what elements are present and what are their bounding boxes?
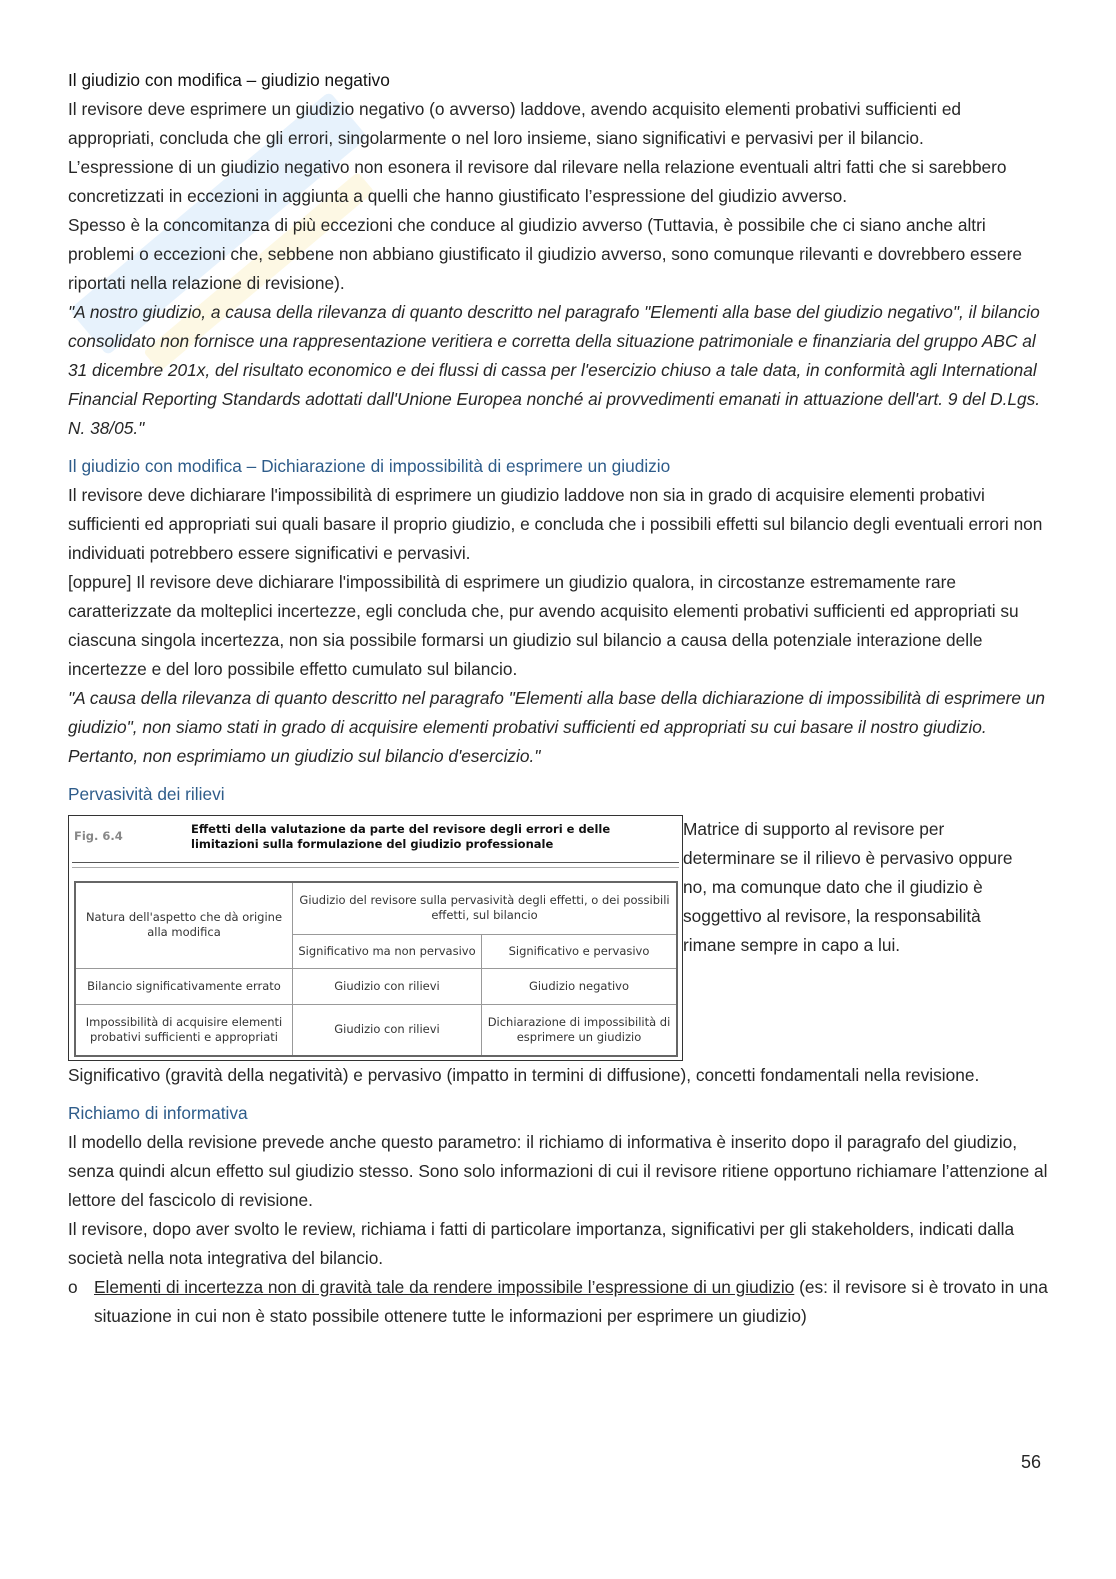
bullet-text: [94, 1273, 1048, 1331]
table-header-col-b: Significativo e pervasivo: [482, 934, 678, 968]
table-header-col-a: Significativo ma non pervasivo: [293, 934, 482, 968]
table-cell: Dichiarazione di impossibilità di esprimere un giudizio: [482, 1004, 678, 1056]
table-header-nature: Natura dell'aspetto che dà origine alla modifica: [75, 882, 293, 968]
table-header-group: Giudizio del revisore sulla pervasività degli effetti, o dei possibili effetti, sul bilancio: [293, 882, 678, 934]
heading-pervasivita: Pervasività dei rilievi: [68, 784, 225, 804]
heading-richiamo: Richiamo di informativa: [68, 1103, 248, 1123]
paragraph: Il revisore deve esprimere un giudizio negativo (o avverso) laddove, avendo acquisito elementi probativi sufficienti ed appropriati, concluda che gli errori, singolarmente o nel loro insieme, siano significativi e pervasivi per il bilancio.: [68, 99, 962, 148]
table-cell: Giudizio negativo: [482, 968, 678, 1004]
figure-number: Fig. 6.4: [74, 829, 123, 843]
quote-paragraph: "A nostro giudizio, a causa della rilevanza di quanto descritto nel paragrafo "Elementi alla base del giudizio negativo", il bilancio consolidato non fornisce una rappresentazione veritiera e corretta della situazione patrimoniale e finanziaria del gruppo ABC al 31 dicembre 201x, del risultato economico e dei flussi di cassa per l'esercizio chiuso a tale data, in conformità agli International Financial Reporting Standards adottati dall'Unione Europea nonché ai provvedimenti emanati in attuazione dell'art. 9 del D.Lgs. N. 38/05.": [68, 302, 1041, 438]
paragraph: Il revisore deve dichiarare l'impossibilità di esprimere un giudizio laddove non sia in grado di acquisire elementi probativi sufficienti ed appropriati sui quali basare il proprio giudizio, e concluda che i possibili effetti sul bilancio degli eventuali errori non individuati potrebbero essere significativi e pervasivi.: [68, 485, 1043, 563]
paragraph: L’espressione di un giudizio negativo non esonera il revisore dal rilevare nella relazione eventuali altri fatti che si sarebbero concretizzati in eccezioni in aggiunta a quelli che hanno giustificato l’espressione del giudizio avverso.: [68, 157, 1007, 206]
bullet-rest-text: (es: il revisore si è trovato in una situazione in cui non è stato possibile ottenere tutte le informazioni per esprimere un giudizio): [94, 1277, 1048, 1326]
bullet-marker: o: [68, 1277, 78, 1297]
bullet-underlined-text: Elementi di incertezza non di gravità tale da rendere impossibile l’espressione di un giudizio: [94, 1277, 795, 1297]
table-row: [75, 968, 677, 1004]
paragraph: Spesso è la concomitanza di più eccezioni che conduce al giudizio avverso (Tuttavia, è possibile che ci siano anche altri problemi o eccezioni che, sebbene non abbiano giustificato il giudizio avverso, sono comunque rilevanti e dovrebbero essere riportati nella relazione di revisione).: [68, 215, 1022, 293]
figure-6-4: [68, 815, 683, 1061]
paragraph: Il revisore, dopo aver svolto le review, richiama i fatti di particolare importanza, significativi per gli stakeholders, indicati dalla società nella nota integrativa del bilancio.: [68, 1219, 1015, 1268]
list-item: [68, 1273, 1048, 1331]
figure-matrix-table: [74, 881, 678, 1057]
heading-impossibilita: Il giudizio con modifica – Dichiarazione di impossibilità di esprimere un giudizio: [68, 456, 671, 476]
table-cell: Giudizio con rilievi: [293, 968, 482, 1004]
table-cell: Bilancio significativamente errato: [75, 968, 293, 1004]
figure-side-text: Matrice di supporto al revisore per determinare se il rilievo è pervasivo oppure no, ma comunque dato che il giudizio è soggettivo al revisore, la responsabilità rimane sempre in capo a lui.: [683, 819, 1013, 955]
figure-row: [68, 815, 1048, 1061]
table-row: [75, 1004, 677, 1056]
table-cell: Impossibilità di acquisire elementi probativi sufficienti e appropriati: [75, 1004, 293, 1056]
figure-title: Effetti della valutazione da parte del revisore degli errori e delle limitazioni sulla formulazione del giudizio professionale: [191, 822, 611, 851]
page-number: 56: [1021, 1452, 1042, 1472]
paragraph: Il modello della revisione prevede anche questo parametro: il richiamo di informativa è inserito dopo il paragrafo del giudizio, senza quindi alcun effetto sul giudizio stesso. Sono solo informazioni di cui il revisore ritiene opportuno richiamare l’attenzione al lettore del fascicolo di revisione.: [68, 1132, 1048, 1210]
heading-giudizio-negativo: Il giudizio con modifica – giudizio negativo: [68, 70, 390, 90]
quote-paragraph: Pertanto, non esprimiamo un giudizio sul bilancio d'esercizio.": [68, 746, 541, 766]
paragraph: Significativo (gravità della negatività) e pervasivo (impatto in termini di diffusione), concetti fondamentali nella revisione.: [68, 1065, 980, 1085]
paragraph: [oppure] Il revisore deve dichiarare l'impossibilità di esprimere un giudizio qualora, in circostanze estremamente rare caratterizzate da molteplici incertezze, egli concluda che, pur avendo acquisito elementi probativi sufficienti ed appropriati su ciascuna singola incertezza, non sia possibile formarsi un giudizio sul bilancio a causa della potenziale interazione delle incertezze e del loro possibile effetto cumulato sul bilancio.: [68, 572, 1019, 679]
document-page: [68, 66, 1048, 1331]
table-cell: Giudizio con rilievi: [293, 1004, 482, 1056]
quote-paragraph: "A causa della rilevanza di quanto descritto nel paragrafo "Elementi alla base della dichiarazione di impossibilità di esprimere un giudizio", non siamo stati in grado di acquisire elementi probativi sufficienti ed appropriati su cui basare il nostro giudizio.: [68, 688, 1046, 737]
